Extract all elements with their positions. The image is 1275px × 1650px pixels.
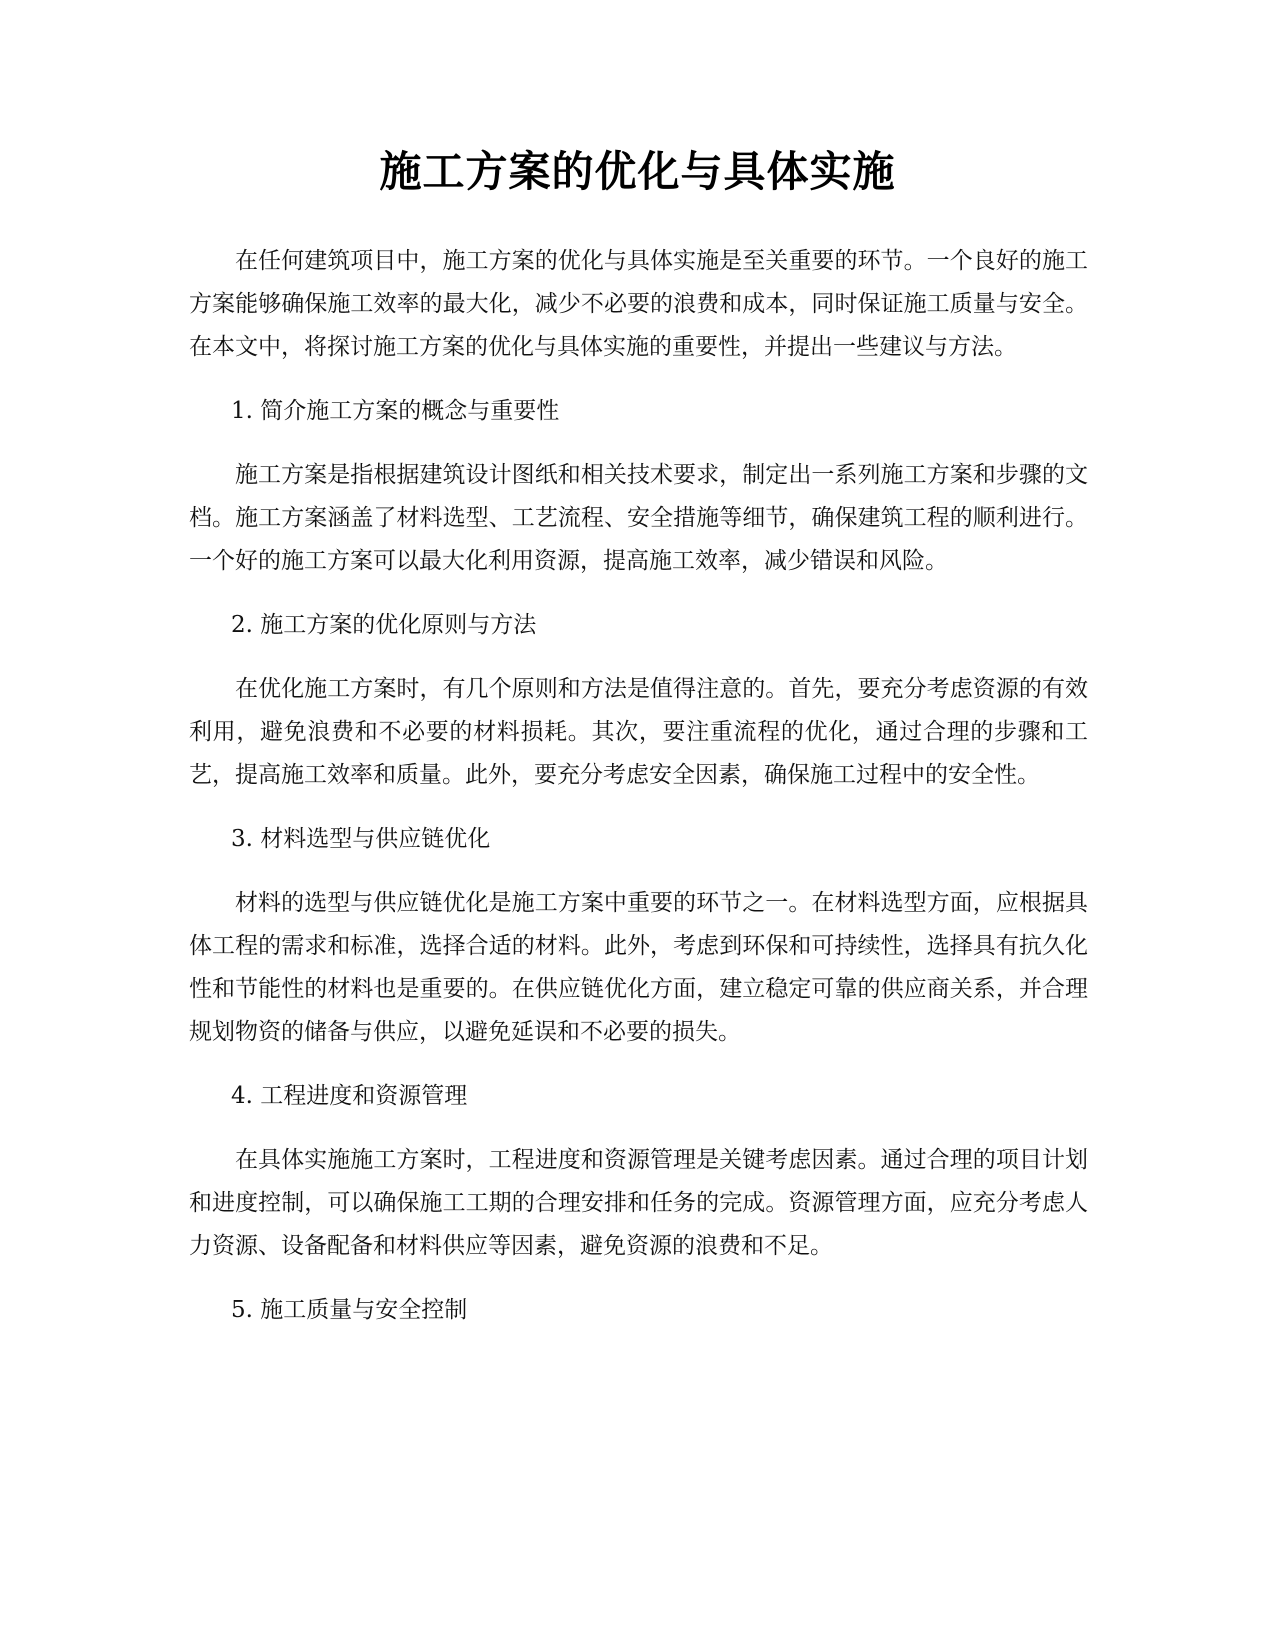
section-paragraph-3: 材料的选型与供应链优化是施工方案中重要的环节之一。在材料选型方面，应根据具体工程的需求和标准，选择合适的材料。此外，考虑到环保和可持续性，选择具有抗久化性和节能性的材料也是重要的。在供应链优化方面，建立稳定可靠的供应商关系，并合理规划物资的储备与供应，以避免延误和不必要的损失。: [189, 890, 1088, 1045]
document-body: [189, 240, 1088, 1353]
section-paragraph-4: 在具体实施施工方案时，工程进度和资源管理是关键考虑因素。通过合理的项目计划和进度控制，可以确保施工工期的合理安排和任务的完成。资源管理方面，应充分考虑人力资源、设备配备和材料供应等因素，避免资源的浪费和不足。: [189, 1147, 1088, 1259]
section-heading-4: 4. 工程进度和资源管理: [231, 1083, 468, 1109]
document-title: 施工方案的优化与具体实施: [379, 147, 896, 196]
section-heading-1: 1. 简介施工方案的概念与重要性: [231, 398, 560, 424]
section-heading-3: 3. 材料选型与供应链优化: [231, 826, 491, 852]
section-paragraph-1: 施工方案是指根据建筑设计图纸和相关技术要求，制定出一系列施工方案和步骤的文档。施工方案涵盖了材料选型、工艺流程、安全措施等细节，确保建筑工程的顺利进行。一个好的施工方案可以最大化利用资源，提高施工效率，减少错误和风险。: [189, 462, 1088, 574]
section-heading-2: 2. 施工方案的优化原则与方法: [231, 612, 537, 638]
intro-paragraph: 在任何建筑项目中，施工方案的优化与具体实施是至关重要的环节。一个良好的施工方案能够确保施工效率的最大化，减少不必要的浪费和成本，同时保证施工质量与安全。在本文中，将探讨施工方案的优化与具体实施的重要性，并提出一些建议与方法。: [189, 248, 1088, 360]
section-heading-5: 5. 施工质量与安全控制: [231, 1297, 468, 1323]
section-paragraph-2: 在优化施工方案时，有几个原则和方法是值得注意的。首先，要充分考虑资源的有效利用，避免浪费和不必要的材料损耗。其次，要注重流程的优化，通过合理的步骤和工艺，提高施工效率和质量。此外，要充分考虑安全因素，确保施工过程中的安全性。: [189, 676, 1088, 788]
